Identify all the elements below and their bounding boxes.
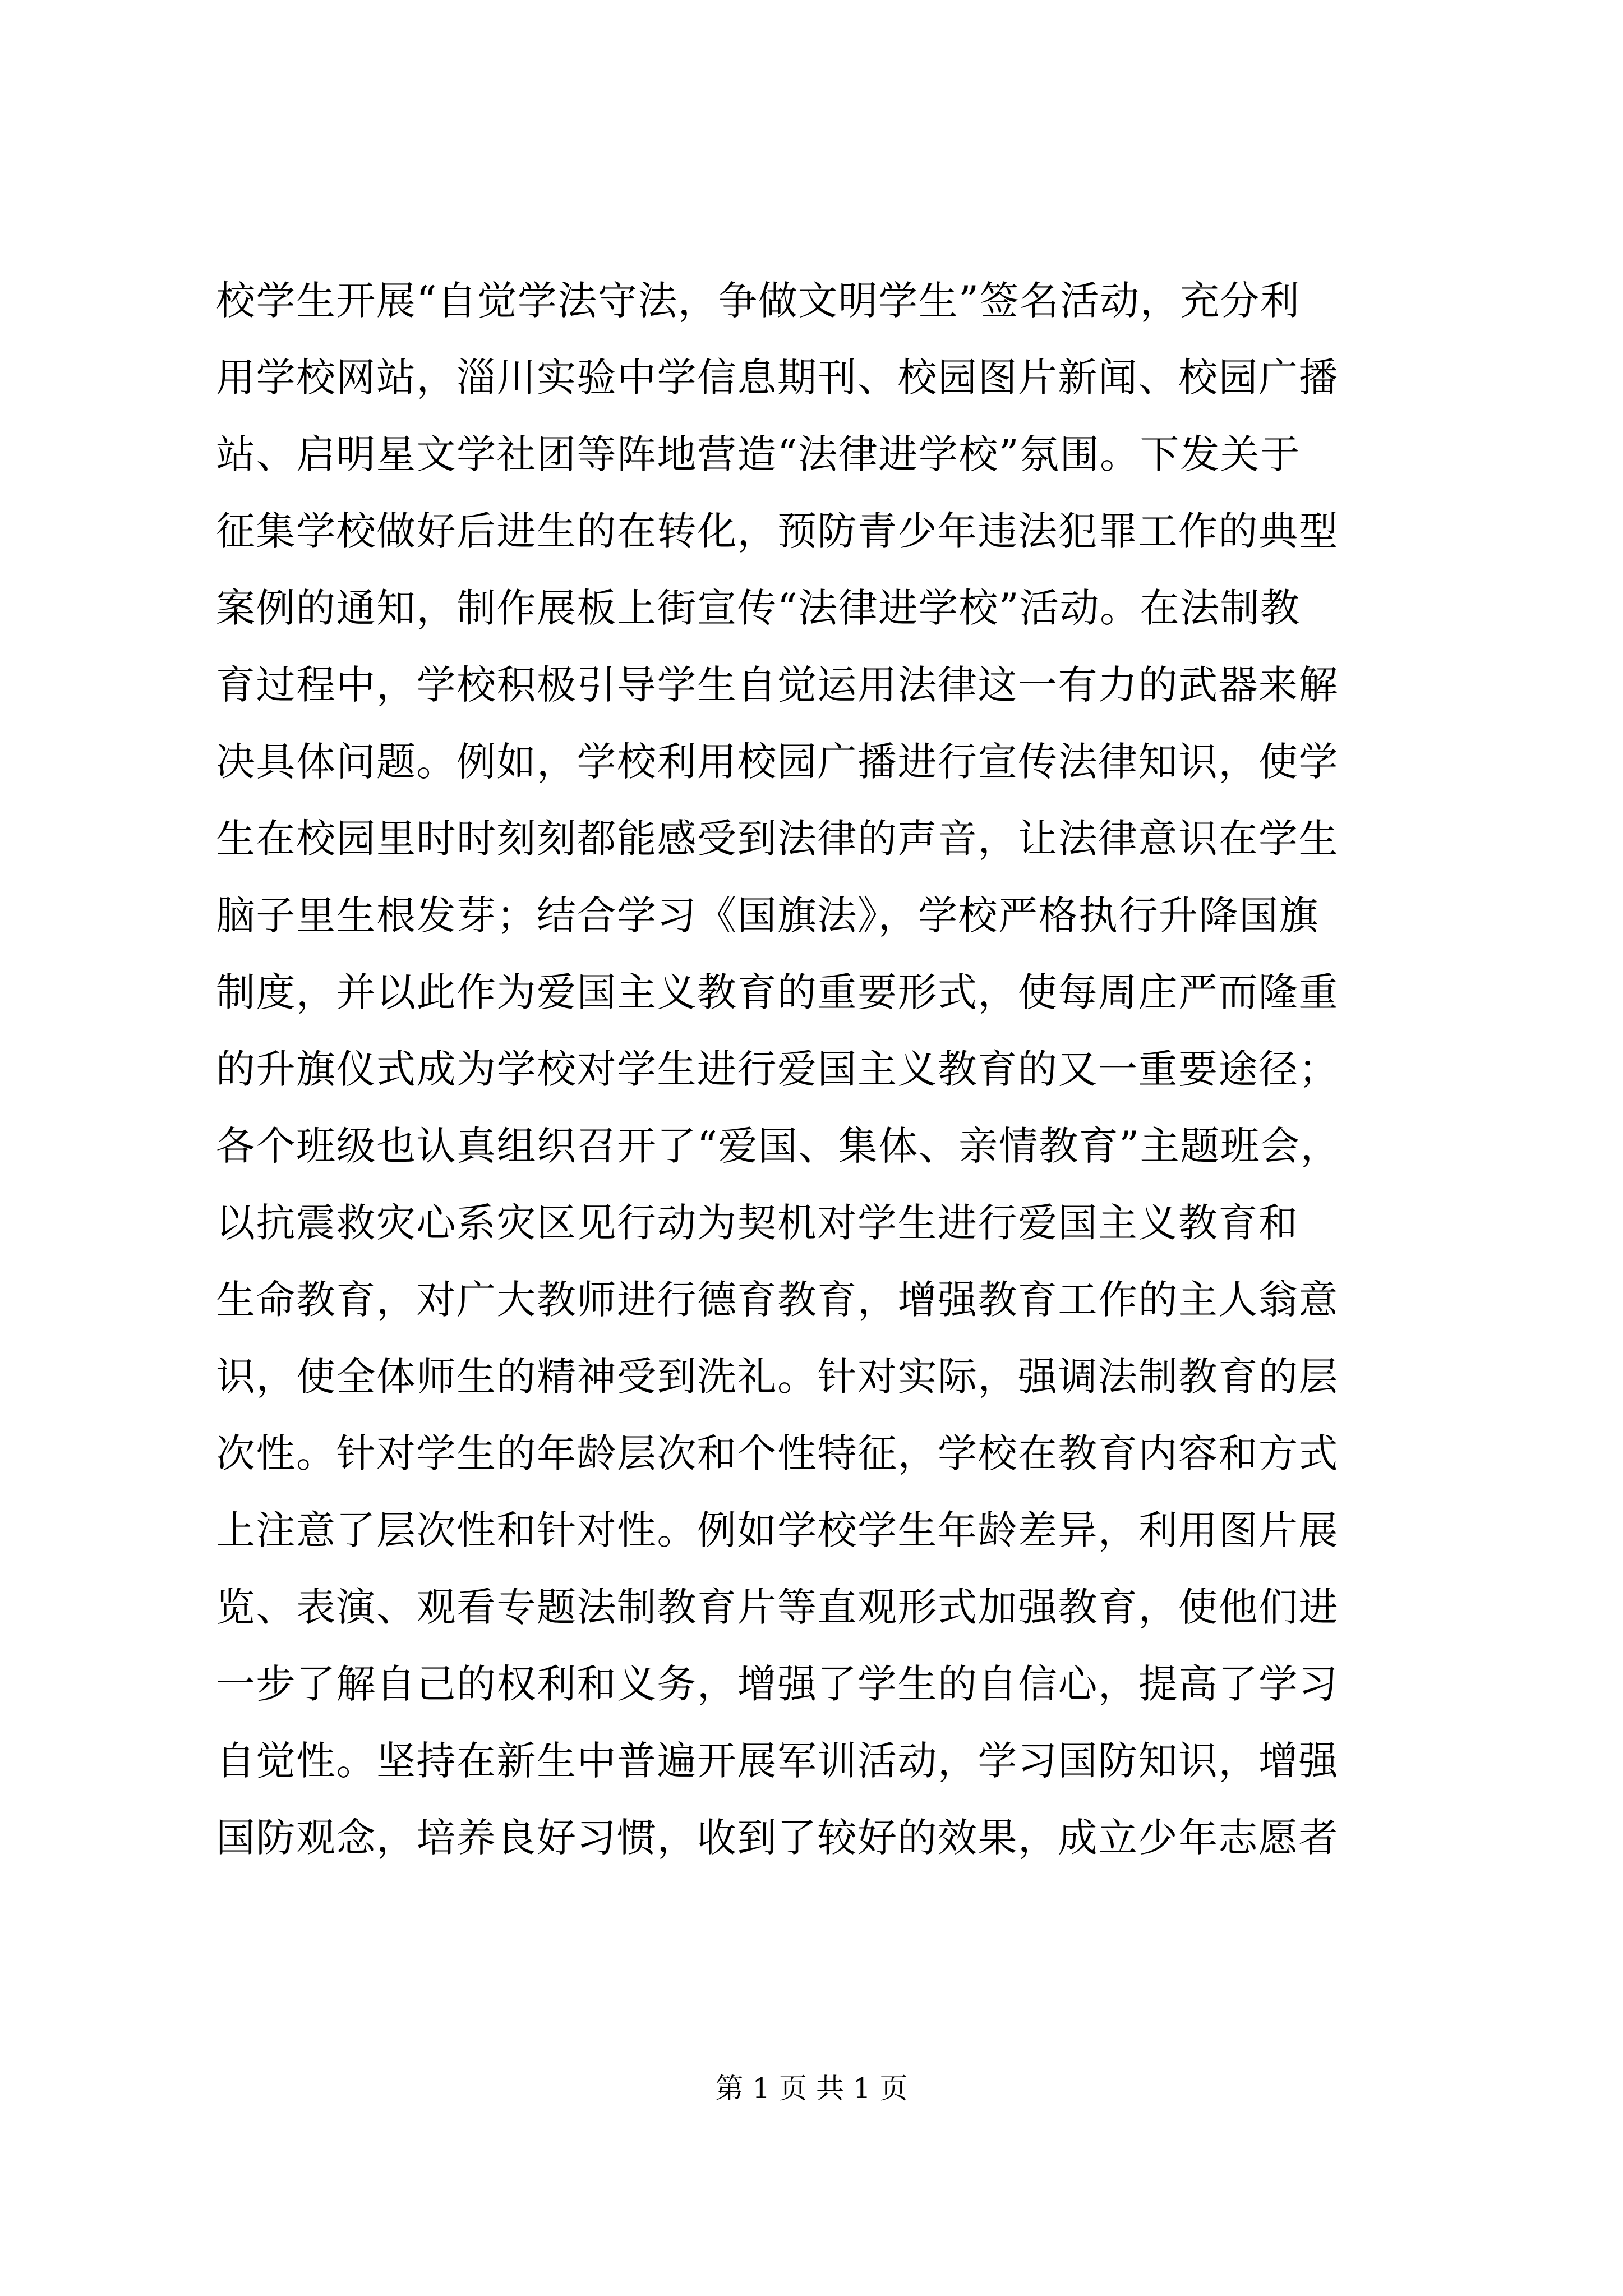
text-line: 以抗震救灾心系灾区见行动为契机对学生进行爱国主义教育和: [216, 1200, 1299, 1246]
text-line: 用学校网站，淄川实验中学信息期刊、校园图片新闻、校园广播: [216, 355, 1339, 401]
text-line: 览、表演、观看专题法制教育片等直观形式加强教育，使他们进: [216, 1584, 1339, 1630]
page-footer: [0, 2069, 1623, 2108]
text-line: 国防观念，培养良好习惯，收到了较好的效果，成立少年志愿者: [216, 1815, 1339, 1861]
text-line: 自觉性。坚持在新生中普遍开展军训活动，学习国防知识，增强: [216, 1738, 1339, 1784]
text-line: 校学生开展“自觉学法守法，争做文明学生”签名活动，充分利: [216, 278, 1301, 324]
text-line: 次性。针对学生的年龄层次和个性特征，学校在教育内容和方式: [216, 1430, 1339, 1476]
text-line: 各个班级也认真组织召开了“爱国、集体、亲情教育”主题班会，: [216, 1123, 1341, 1169]
text-line: 上注意了层次性和针对性。例如学校学生年龄差异，利用图片展: [216, 1507, 1339, 1553]
text-line: 育过程中，学校积极引导学生自觉运用法律这一有力的武器来解: [216, 662, 1339, 708]
text-line: 的升旗仪式成为学校对学生进行爱国主义教育的又一重要途径；: [216, 1046, 1339, 1092]
text-line: 制度，并以此作为爱国主义教育的重要形式，使每周庄严而隆重: [216, 969, 1339, 1015]
text-line: 一步了解自己的权利和义务，增强了学生的自信心，提高了学习: [216, 1661, 1339, 1707]
page-number-label: 第 1 页 共 1 页: [715, 2072, 908, 2105]
text-line: 案例的通知，制作展板上街宣传“法律进学校”活动。在法制教: [216, 585, 1301, 631]
text-line: 识，使全体师生的精神受到洗礼。针对实际，强调法制教育的层: [216, 1354, 1339, 1400]
text-line: 站、启明星文学社团等阵地营造“法律进学校”氛围。下发关于: [216, 431, 1301, 477]
text-line: 脑子里生根发芽；结合学习《国旗法》，学校严格执行升降国旗: [216, 892, 1319, 938]
text-line: 征集学校做好后进生的在转化，预防青少年违法犯罪工作的典型: [216, 508, 1339, 554]
text-line: 决具体问题。例如，学校利用校园广播进行宣传法律知识，使学: [216, 739, 1339, 785]
body-text: [216, 263, 1416, 1876]
text-line: 生命教育，对广大教师进行德育教育，增强教育工作的主人翁意: [216, 1277, 1339, 1323]
text-line: 生在校园里时时刻刻都能感受到法律的声音，让法律意识在学生: [216, 816, 1339, 862]
